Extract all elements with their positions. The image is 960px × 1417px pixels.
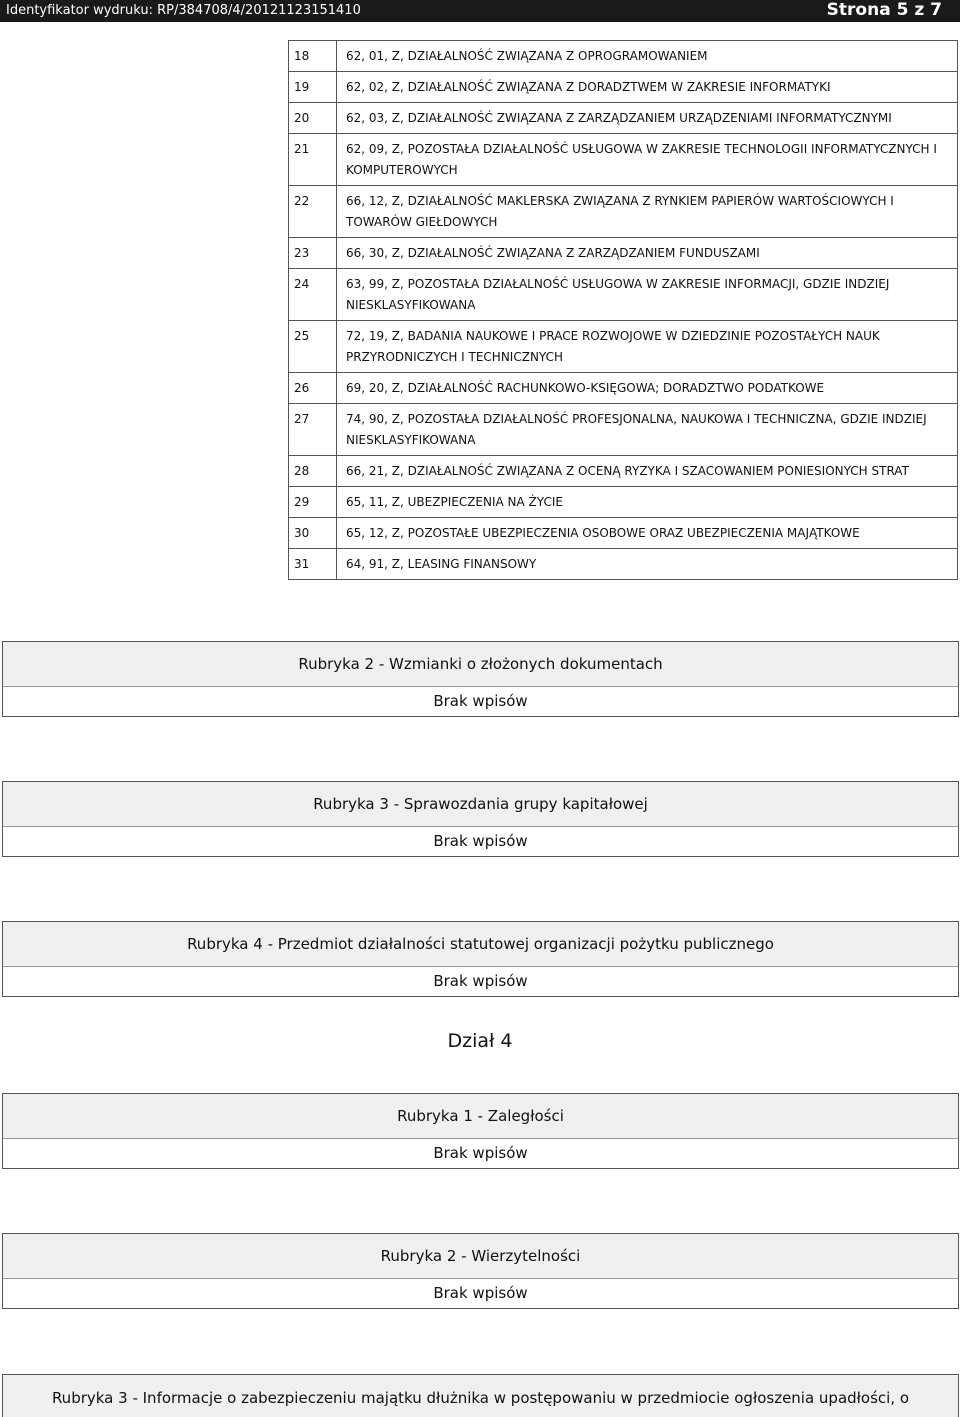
activity-description: 65, 11, Z, UBEZPIECZENIA NA ŻYCIE — [337, 487, 958, 518]
activity-row — [289, 549, 958, 580]
page-number: Strona 5 z 7 — [826, 0, 942, 20]
activity-description: 63, 99, Z, POZOSTAŁA DZIAŁALNOŚĆ USŁUGOWA W ZAKRESIE INFORMACJI, GDZIE INDZIEJ NIESKLASYFIKOWANA — [337, 269, 958, 321]
section-rubryka-4-statutory-activity — [2, 921, 959, 997]
activity-row — [289, 487, 958, 518]
dzial-4-heading: Dział 4 — [447, 1030, 513, 1052]
activity-number: 23 — [289, 238, 337, 269]
activity-row — [289, 134, 958, 186]
activity-description: 66, 21, Z, DZIAŁALNOŚĆ ZWIĄZANA Z OCENĄ RYZYKA I SZACOWANIEM PONIESIONYCH STRAT — [337, 456, 958, 487]
activity-description: 62, 03, Z, DZIAŁALNOŚĆ ZWIĄZANA Z ZARZĄDZANIEM URZĄDZENIAMI INFORMATYCZNYMI — [337, 103, 958, 134]
activity-row — [289, 321, 958, 373]
activity-description: 62, 02, Z, DZIAŁALNOŚĆ ZWIĄZANA Z DORADZTWEM W ZAKRESIE INFORMATYKI — [337, 72, 958, 103]
activity-number: 19 — [289, 72, 337, 103]
activity-description: 66, 30, Z, DZIAŁALNOŚĆ ZWIĄZANA Z ZARZĄDZANIEM FUNDUSZAMI — [337, 238, 958, 269]
section-entry: Brak wpisów — [433, 832, 528, 850]
section-rubryka-3-debtor-assets-title: Rubryka 3 - Informacje o zabezpieczeniu majątku dłużnika w postępowaniu w przedmiocie ogłoszenia upadłości, o — [2, 1374, 959, 1417]
activity-row — [289, 269, 958, 321]
activity-row — [289, 186, 958, 238]
section-title: Rubryka 4 - Przedmiot działalności statutowej organizacji pożytku publicznego — [3, 922, 958, 967]
activity-number: 30 — [289, 518, 337, 549]
activity-description: 69, 20, Z, DZIAŁALNOŚĆ RACHUNKOWO-KSIĘGOWA; DORADZTWO PODATKOWE — [337, 373, 958, 404]
section-title: Rubryka 2 - Wierzytelności — [3, 1234, 958, 1279]
activity-number: 25 — [289, 321, 337, 373]
section-entry: Brak wpisów — [433, 1284, 528, 1302]
activity-description: 62, 01, Z, DZIAŁALNOŚĆ ZWIĄZANA Z OPROGRAMOWANIEM — [337, 41, 958, 72]
section-title: Rubryka 3 - Sprawozdania grupy kapitałowej — [3, 782, 958, 827]
activity-description: 72, 19, Z, BADANIA NAUKOWE I PRACE ROZWOJOWE W DZIEDZINIE POZOSTAŁYCH NAUK PRZYRODNICZYCH I TECHNICZNYCH — [337, 321, 958, 373]
activity-description: 64, 91, Z, LEASING FINANSOWY — [337, 549, 958, 580]
activity-number: 31 — [289, 549, 337, 580]
activity-number: 21 — [289, 134, 337, 186]
section-title: Rubryka 1 - Zaległości — [3, 1094, 958, 1139]
activity-description: 62, 09, Z, POZOSTAŁA DZIAŁALNOŚĆ USŁUGOWA W ZAKRESIE TECHNOLOGII INFORMATYCZNYCH I KOMPUTEROWYCH — [337, 134, 958, 186]
print-header — [0, 0, 960, 22]
section-entry: Brak wpisów — [433, 692, 528, 710]
activity-row — [289, 72, 958, 103]
business-activity-table — [288, 40, 958, 580]
activity-number: 27 — [289, 404, 337, 456]
activity-number: 18 — [289, 41, 337, 72]
activity-row — [289, 238, 958, 269]
activity-number: 28 — [289, 456, 337, 487]
activity-row — [289, 518, 958, 549]
activity-number: 22 — [289, 186, 337, 238]
activity-row — [289, 404, 958, 456]
section-entry: Brak wpisów — [433, 1144, 528, 1162]
activity-table-body — [289, 41, 958, 580]
activity-row — [289, 103, 958, 134]
document-id: Identyfikator wydruku: RP/384708/4/20121123151410 — [6, 3, 361, 18]
section-entry: Brak wpisów — [433, 972, 528, 990]
activity-row — [289, 41, 958, 72]
section-rubryka-2-receivables — [2, 1233, 959, 1309]
activity-description: 66, 12, Z, DZIAŁALNOŚĆ MAKLERSKA ZWIĄZANA Z RYNKIEM PAPIERÓW WARTOŚCIOWYCH I TOWARÓW GIEŁDOWYCH — [337, 186, 958, 238]
section-rubryka-3-group-reports — [2, 781, 959, 857]
activity-number: 29 — [289, 487, 337, 518]
activity-row — [289, 456, 958, 487]
activity-description: 74, 90, Z, POZOSTAŁA DZIAŁALNOŚĆ PROFESJONALNA, NAUKOWA I TECHNICZNA, GDZIE INDZIEJ NIESKLASYFIKOWANA — [337, 404, 958, 456]
activity-description: 65, 12, Z, POZOSTAŁE UBEZPIECZENIA OSOBOWE ORAZ UBEZPIECZENIA MAJĄTKOWE — [337, 518, 958, 549]
section-rubryka-1-arrears — [2, 1093, 959, 1169]
activity-row — [289, 373, 958, 404]
activity-number: 20 — [289, 103, 337, 134]
section-rubryka-2-documents — [2, 641, 959, 717]
activity-number: 24 — [289, 269, 337, 321]
activity-number: 26 — [289, 373, 337, 404]
section-title: Rubryka 2 - Wzmianki o złożonych dokumentach — [3, 642, 958, 687]
